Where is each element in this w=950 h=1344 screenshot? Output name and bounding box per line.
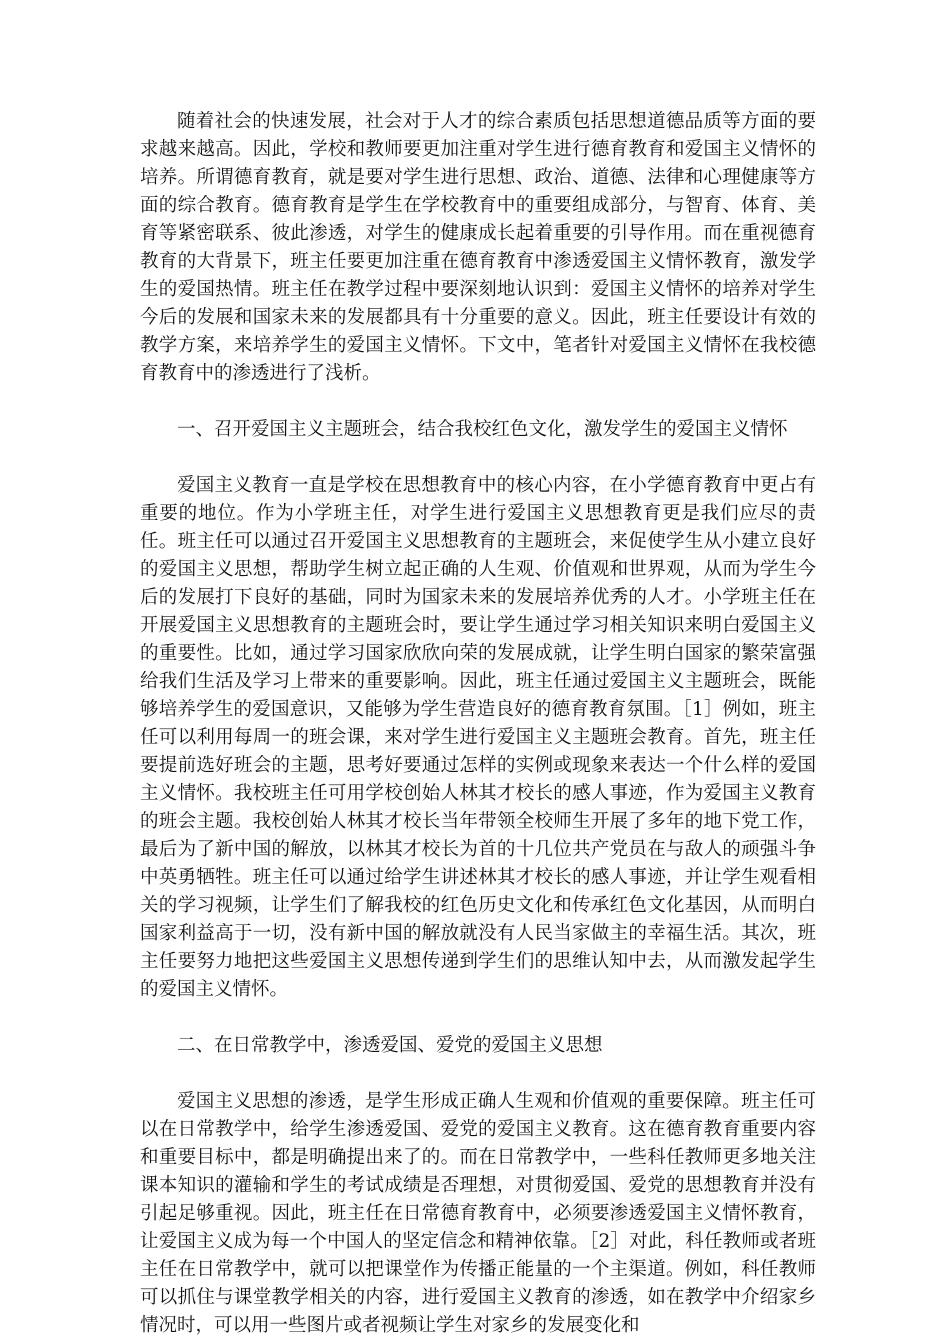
paragraph-gap	[140, 388, 816, 416]
paragraph-gap	[140, 1004, 816, 1032]
paragraph-gap	[140, 1060, 816, 1088]
section-1-body: 爱国主义教育一直是学校在思想教育中的核心内容，在小学德育教育中更占有重要的地位。作为小学班主任，对学生进行爱国主义思想教育更是我们应尽的责任。班主任可以通过召开爱国主义思想教育的主题班会，来促使学生从小建立良好的爱国主义思想，帮助学生树立起正确的人生观、价值观和世界观，从而为学生今后的发展打下良好的基础，同时为国家未来的发展培养优秀的人才。小学班主任在开展爱国主义思想教育的主题班会时，要让学生通过学习相关知识来明白爱国主义的重要性。比如，通过学习国家欣欣向荣的发展成就，让学生明白国家的繁荣富强给我们生活及学习上带来的重要影响。因此，班主任通过爱国主义主题班会，既能够培养学生的爱国意识，又能够为学生营造良好的德育教育氛围。［1］例如，班主任可以利用每周一的班会课，来对学生进行爱国主义主题班会教育。首先，班主任要提前选好班会的主题，思考好要通过怎样的实例或现象来表达一个什么样的爱国主义情怀。我校班主任可用学校创始人林其才校长的感人事迹，作为爱国主义教育的班会主题。我校创始人林其才校长当年带领全校师生开展了多年的地下党工作，最后为了新中国的解放，以林其才校长为首的十几位共产党员在与敌人的顽强斗争中英勇牺牲。班主任可以通过给学生讲述林其才校长的感人事迹，并让学生观看相关的学习视频，让学生们了解我校的红色历史文化和传承红色文化基因，从而明白国家利益高于一切，没有新中国的解放就没有人民当家做主的幸福生活。其次，班主任要努力地把这些爱国主义思想传递到学生们的思维认知中去，从而激发起学生的爱国主义情怀。	[140, 475, 816, 1000]
paragraph-gap	[140, 444, 816, 472]
document-page	[140, 108, 816, 1340]
section-2-body: 爱国主义思想的渗透，是学生形成正确人生观和价值观的重要保障。班主任可以在日常教学中，给学生渗透爱国、爱党的爱国主义教育。这在德育教育重要内容和重要目标中，都是明确提出来了的。而在日常教学中，一些科任教师更多地关注课本知识的灌输和学生的考试成绩是否理想，对贯彻爱国、爱党的思想教育并没有引起足够重视。因此，班主任在日常德育教育中，必须要渗透爱国主义情怀教育，让爱国主义成为每一个中国人的坚定信念和精神依靠。［2］对此，科任教师或者班主任在日常教学中，就可以把课堂作为传播正能量的一个主渠道。例如，科任教师可以抓住与课堂教学相关的内容，进行爱国主义教育的渗透，如在教学中介绍家乡情况时，可以用一些图片或者视频让学生对家乡的发展变化和	[140, 1091, 816, 1336]
section-2-heading: 二、在日常教学中，渗透爱国、爱党的爱国主义思想	[177, 1035, 603, 1056]
intro-paragraph: 随着社会的快速发展，社会对于人才的综合素质包括思想道德品质等方面的要求越来越高。因此，学校和教师要更加注重对学生进行德育教育和爱国主义情怀的培养。所谓德育教育，就是要对学生进行思想、政治、道德、法律和心理健康等方面的综合教育。德育教育是学生在学校教育中的重要组成部分，与智育、体育、美育等紧密联系、彼此渗透，对学生的健康成长起着重要的引导作用。而在重视德育教育的大背景下，班主任要更加注重在德育教育中渗透爱国主义情怀教育，激发学生的爱国热情。班主任在教学过程中要深刻地认识到：爱国主义情怀的培养对学生今后的发展和国家未来的发展都具有十分重要的意义。因此，班主任要设计有效的教学方案，来培养学生的爱国主义情怀。下文中，笔者针对爱国主义情怀在我校德育教育中的渗透进行了浅析。	[140, 111, 816, 384]
section-1-heading: 一、召开爱国主义主题班会，结合我校红色文化，激发学生的爱国主义情怀	[177, 419, 788, 440]
